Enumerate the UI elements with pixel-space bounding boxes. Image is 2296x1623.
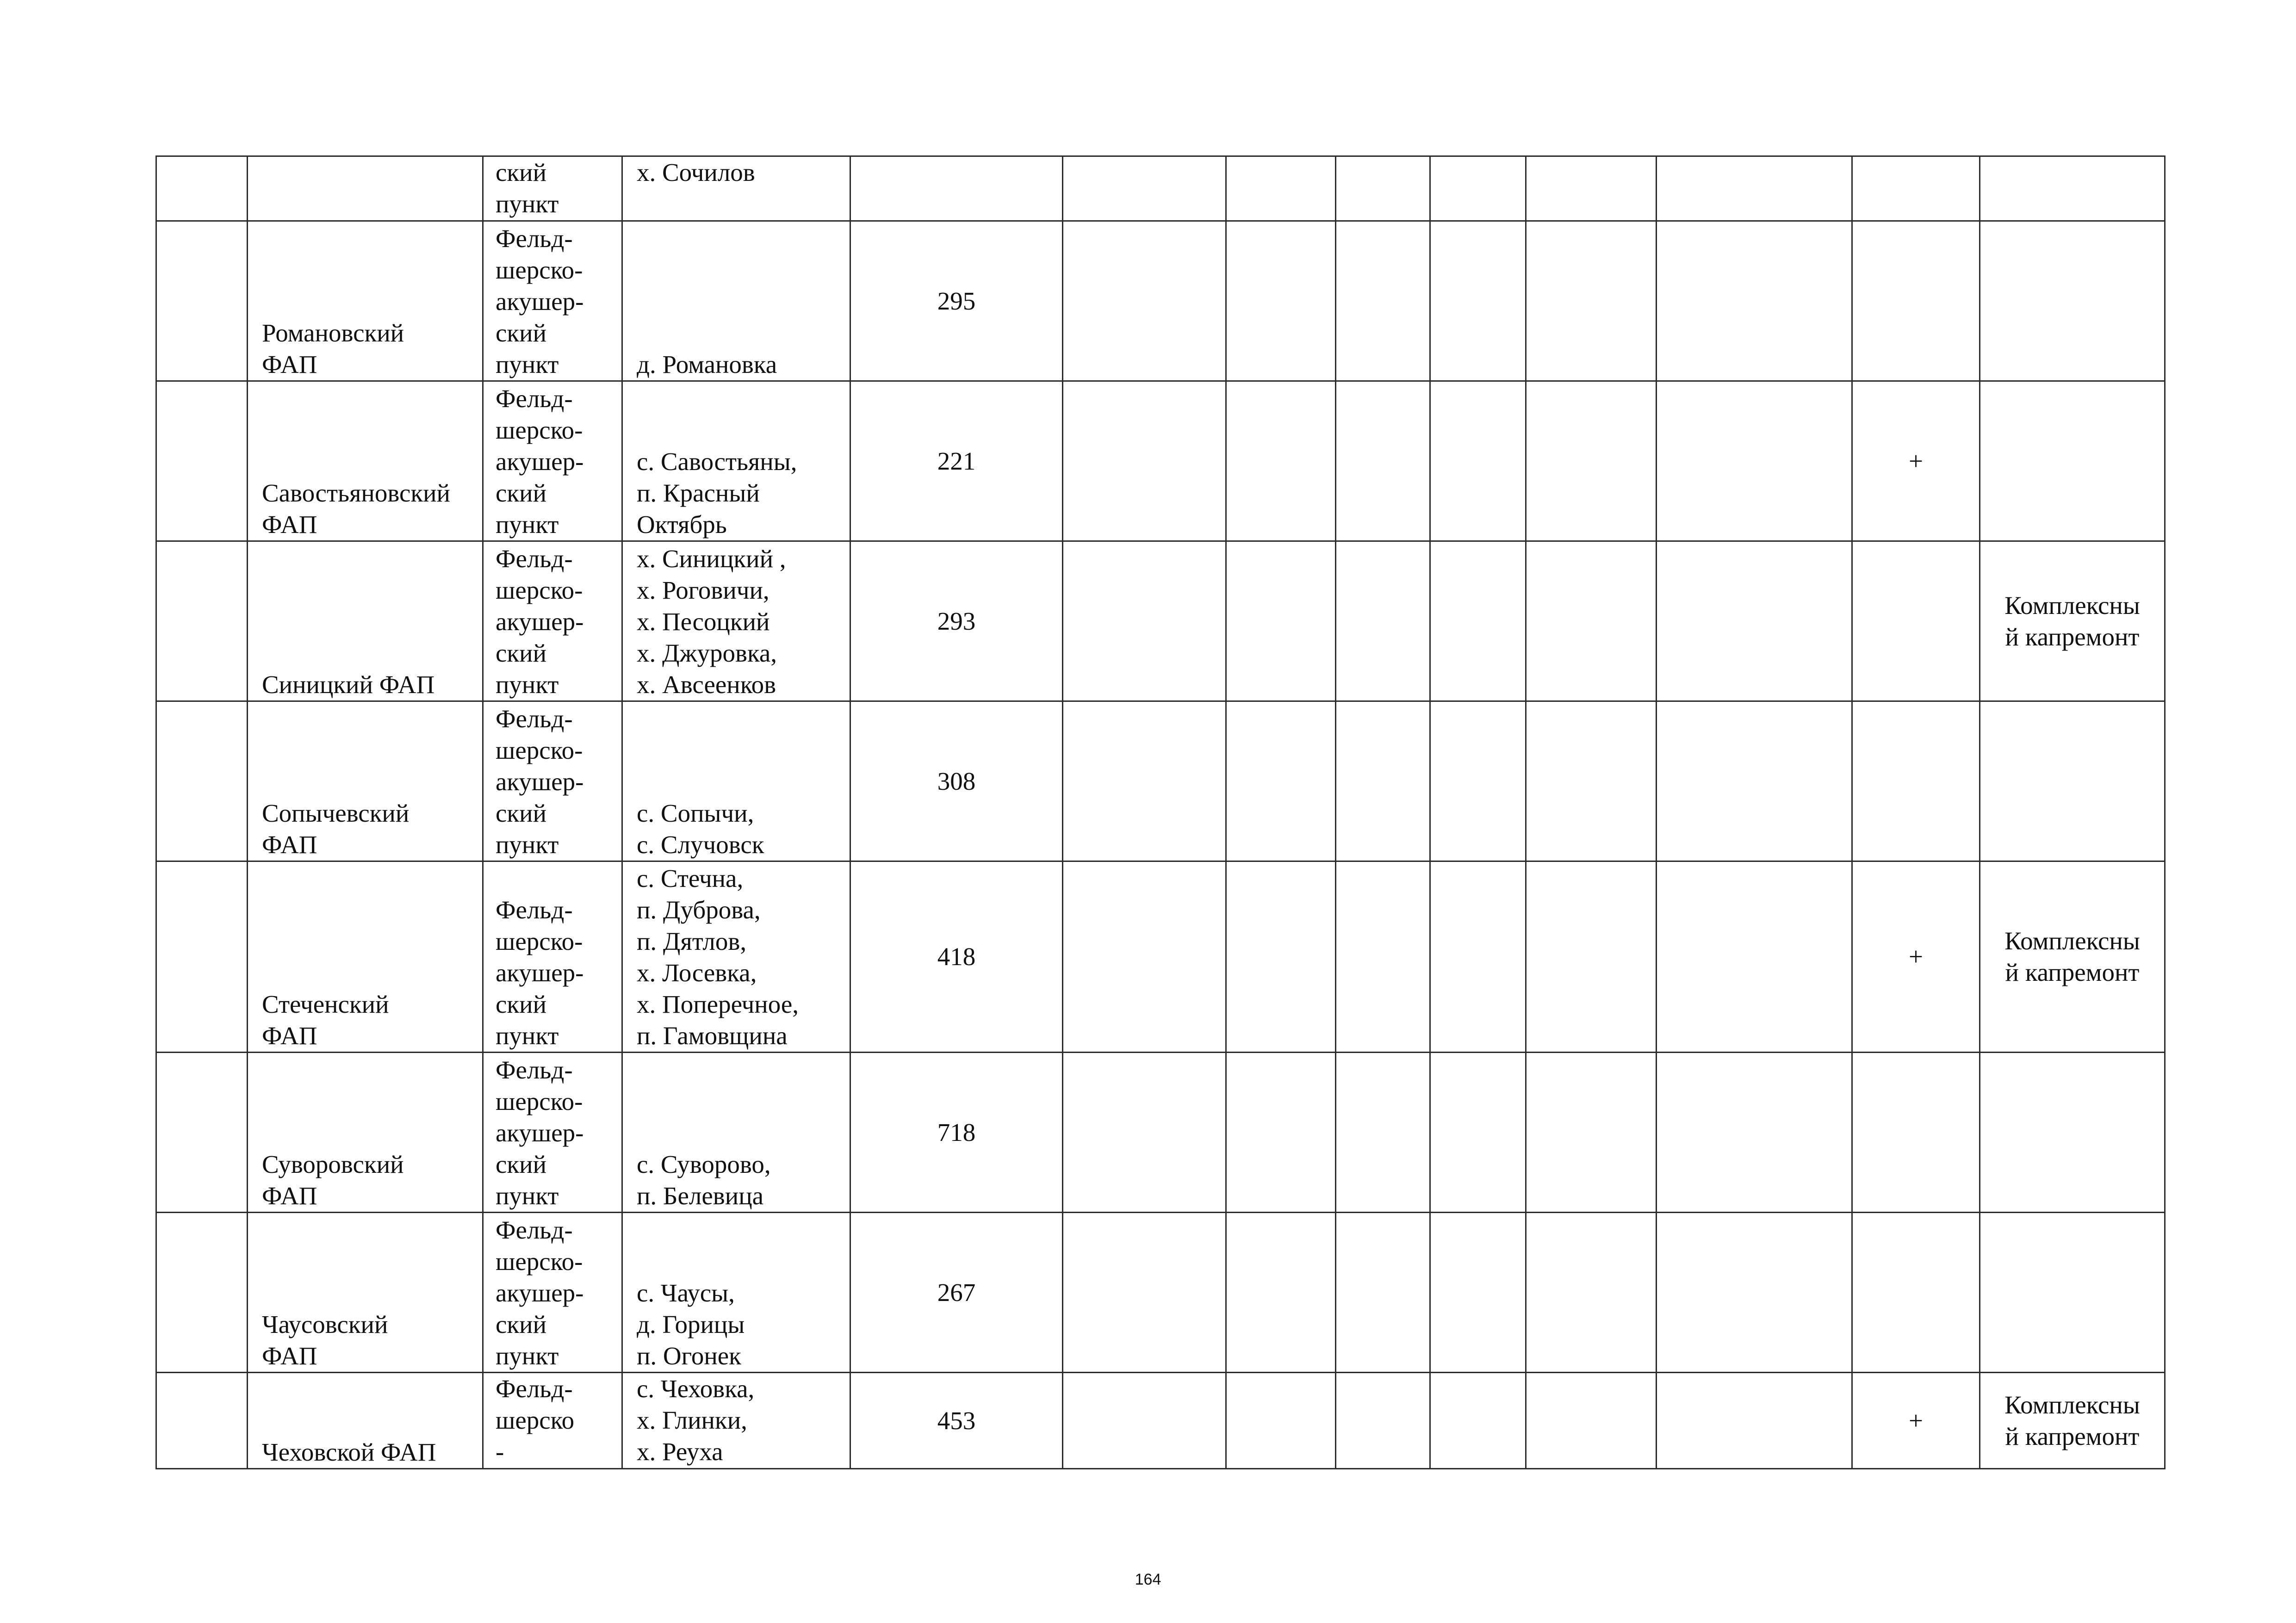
- repair-note-cell: [1980, 861, 2165, 1053]
- settlements-cell-line: п. Дятлов,: [637, 927, 747, 955]
- plus-mark-cell: [1852, 1213, 1980, 1373]
- population-cell: [850, 1373, 1063, 1469]
- settlements-cell: [622, 1053, 850, 1213]
- plus-mark-cell-value: +: [1908, 1406, 1924, 1435]
- settlements-cell-line: д. Романовка: [637, 350, 777, 378]
- facility-type-cell-line: акушер-: [496, 447, 584, 476]
- repair-note-cell: [1980, 156, 2165, 221]
- facility-type-cell: [483, 221, 622, 381]
- empty-cell: [1336, 861, 1430, 1053]
- facility-type-cell-line: пункт: [496, 1022, 559, 1050]
- facility-name-cell: [248, 221, 483, 381]
- facility-type-cell: [483, 541, 622, 701]
- settlements-cell-line: с. Стечна,: [637, 864, 744, 892]
- facility-name-cell: [248, 701, 483, 861]
- facility-type-cell-line: ский: [496, 1310, 546, 1338]
- facility-name-cell: [248, 1373, 483, 1469]
- settlements-cell-line: п. Дуброва,: [637, 896, 761, 924]
- facility-type-cell-line: акушер-: [496, 1119, 584, 1147]
- facility-type-cell-line: ский: [496, 158, 546, 186]
- empty-cell: [1226, 1373, 1336, 1469]
- empty-cell: [1526, 1053, 1657, 1213]
- population-cell-value: 418: [937, 942, 976, 971]
- settlements-cell-line: с. Чеховка,: [637, 1375, 755, 1403]
- facility-type-cell-line: пункт: [496, 350, 559, 378]
- facility-type-cell-line: Фельд-: [496, 1375, 573, 1403]
- empty-cell: [1063, 156, 1226, 221]
- empty-cell: [1657, 861, 1852, 1053]
- settlements-cell: [622, 861, 850, 1053]
- empty-cell: [1063, 1373, 1226, 1469]
- plus-mark-cell: [1852, 221, 1980, 381]
- facility-name-cell-line: ФАП: [262, 510, 317, 539]
- facility-type-cell-line: шерско-: [496, 1087, 583, 1115]
- facility-name-cell-line: Стеченский: [262, 990, 389, 1018]
- facility-name-cell: [248, 381, 483, 541]
- facility-name-cell-line: ФАП: [262, 1022, 317, 1050]
- empty-cell: [1063, 701, 1226, 861]
- empty-cell: [1226, 541, 1336, 701]
- settlements-cell: [622, 541, 850, 701]
- table-body: [156, 156, 2165, 1469]
- settlements-cell: [622, 156, 850, 221]
- population-cell-value: 221: [937, 446, 976, 475]
- facility-type-cell-line: ский: [496, 990, 546, 1018]
- repair-note-cell: [1980, 541, 2165, 701]
- population-cell-value: 293: [937, 607, 976, 635]
- empty-cell: [1526, 156, 1657, 221]
- plus-mark-cell: [1852, 1053, 1980, 1213]
- empty-cell: [1657, 381, 1852, 541]
- repair-note-cell: [1980, 1053, 2165, 1213]
- table-row: [156, 221, 2165, 381]
- facility-name-cell-line: Чеховской ФАП: [262, 1438, 436, 1466]
- facility-type-cell-line: шерско-: [496, 576, 583, 604]
- empty-cell: [1526, 701, 1657, 861]
- empty-cell: [1063, 541, 1226, 701]
- facility-name-cell-line: ФАП: [262, 1182, 317, 1210]
- plus-mark-cell: [1852, 701, 1980, 861]
- empty-cell: [1430, 156, 1526, 221]
- population-cell: [850, 221, 1063, 381]
- empty-cell: [1226, 381, 1336, 541]
- table-row: [156, 1213, 2165, 1373]
- settlements-cell-line: Октябрь: [637, 510, 727, 539]
- facility-name-cell-line: Сопычевский: [262, 799, 410, 827]
- population-cell: [850, 381, 1063, 541]
- settlements-cell-line: х. Глинки,: [637, 1406, 747, 1434]
- settlements-cell-line: с. Случовск: [637, 830, 764, 859]
- row-index-cell: [156, 156, 248, 221]
- facility-type-cell-line: Фельд-: [496, 1216, 573, 1244]
- empty-cell: [1430, 1373, 1526, 1469]
- population-cell: [850, 1213, 1063, 1373]
- empty-cell: [1336, 381, 1430, 541]
- settlements-cell-line: х. Реуха: [637, 1437, 723, 1466]
- empty-cell: [1063, 861, 1226, 1053]
- settlements-cell-line: с. Сопычи,: [637, 799, 754, 827]
- repair-note-cell-line: Комплексны: [2004, 591, 2140, 619]
- table-row: [156, 156, 2165, 221]
- settlements-cell-line: х. Сочилов: [637, 158, 755, 186]
- facility-type-cell-line: Фельд-: [496, 705, 573, 733]
- repair-note-cell-line: й капремонт: [2005, 1422, 2140, 1450]
- facility-type-cell: [483, 1213, 622, 1373]
- empty-cell: [1336, 221, 1430, 381]
- plus-mark-cell: [1852, 1373, 1980, 1469]
- empty-cell: [1336, 541, 1430, 701]
- repair-note-cell: [1980, 1373, 2165, 1469]
- empty-cell: [1526, 1213, 1657, 1373]
- empty-cell: [1430, 701, 1526, 861]
- empty-cell: [1526, 381, 1657, 541]
- facility-type-cell: [483, 1053, 622, 1213]
- facility-name-cell-line: ФАП: [262, 1342, 317, 1370]
- empty-cell: [1430, 541, 1526, 701]
- plus-mark-cell: [1852, 861, 1980, 1053]
- facility-type-cell-line: пункт: [496, 510, 559, 539]
- settlements-cell-line: х. Песоцкий: [637, 607, 770, 636]
- table-row: [156, 1053, 2165, 1213]
- table-row: [156, 541, 2165, 701]
- settlements-cell-line: х. Авсеенков: [637, 670, 776, 699]
- empty-cell: [1063, 221, 1226, 381]
- row-index-cell: [156, 221, 248, 381]
- empty-cell: [1063, 381, 1226, 541]
- repair-note-cell-line: й капремонт: [2005, 958, 2140, 986]
- plus-mark-cell: [1852, 381, 1980, 541]
- fap-table: [155, 155, 2166, 1469]
- empty-cell: [1430, 1053, 1526, 1213]
- facility-type-cell-line: Фельд-: [496, 545, 573, 573]
- row-index-cell: [156, 861, 248, 1053]
- row-index-cell: [156, 701, 248, 861]
- facility-type-cell: [483, 701, 622, 861]
- population-cell: [850, 701, 1063, 861]
- repair-note-cell-line: Комплексны: [2004, 927, 2140, 955]
- facility-type-cell-line: пункт: [496, 1342, 559, 1370]
- settlements-cell: [622, 1213, 850, 1373]
- table-row: [156, 381, 2165, 541]
- table-row: [156, 861, 2165, 1053]
- facility-type-cell-line: ский: [496, 799, 546, 827]
- empty-cell: [1526, 541, 1657, 701]
- facility-name-cell: [248, 1053, 483, 1213]
- row-index-cell: [156, 1373, 248, 1469]
- plus-mark-cell: [1852, 156, 1980, 221]
- facility-name-cell-line: Суворовский: [262, 1150, 404, 1178]
- settlements-cell: [622, 221, 850, 381]
- empty-cell: [1226, 701, 1336, 861]
- settlements-cell: [622, 701, 850, 861]
- empty-cell: [1657, 1213, 1852, 1373]
- facility-type-cell-line: пункт: [496, 190, 559, 218]
- facility-name-cell: [248, 1213, 483, 1373]
- settlements-cell: [622, 1373, 850, 1469]
- row-index-cell: [156, 1053, 248, 1213]
- repair-note-cell: [1980, 701, 2165, 861]
- empty-cell: [1657, 1053, 1852, 1213]
- facility-name-cell: [248, 156, 483, 221]
- facility-type-cell-line: акушер-: [496, 287, 584, 316]
- population-cell: [850, 861, 1063, 1053]
- empty-cell: [1657, 156, 1852, 221]
- plus-mark-cell-value: +: [1908, 446, 1924, 475]
- facility-name-cell: [248, 541, 483, 701]
- empty-cell: [1336, 1373, 1430, 1469]
- empty-cell: [1336, 1213, 1430, 1373]
- facility-type-cell-line: пункт: [496, 1182, 559, 1210]
- settlements-cell-line: х. Поперечное,: [637, 990, 799, 1018]
- facility-type-cell-line: Фельд-: [496, 384, 573, 413]
- empty-cell: [1226, 1213, 1336, 1373]
- repair-note-cell: [1980, 221, 2165, 381]
- repair-note-cell: [1980, 1213, 2165, 1373]
- facility-type-cell-line: акушер-: [496, 1279, 584, 1307]
- settlements-cell-line: х. Лосевка,: [637, 959, 757, 987]
- settlements-cell-line: с. Чаусы,: [637, 1279, 735, 1307]
- empty-cell: [1226, 1053, 1336, 1213]
- facility-type-cell: [483, 861, 622, 1053]
- empty-cell: [1226, 156, 1336, 221]
- facility-name-cell-line: Чаусовский: [262, 1310, 388, 1338]
- facility-type-cell-line: -: [496, 1437, 504, 1466]
- settlements-cell: [622, 381, 850, 541]
- facility-type-cell-line: пункт: [496, 670, 559, 699]
- facility-type-cell-line: ский: [496, 1150, 546, 1178]
- facility-name-cell-line: ФАП: [262, 350, 317, 378]
- empty-cell: [1526, 1373, 1657, 1469]
- plus-mark-cell: [1852, 541, 1980, 701]
- empty-cell: [1430, 381, 1526, 541]
- facility-type-cell-line: акушер-: [496, 768, 584, 796]
- facility-type-cell-line: шерско-: [496, 416, 583, 444]
- empty-cell: [1657, 1373, 1852, 1469]
- empty-cell: [1526, 221, 1657, 381]
- facility-type-cell-line: Фельд-: [496, 1056, 573, 1084]
- facility-name-cell-line: Романовский: [262, 319, 404, 347]
- population-cell-value: 267: [937, 1278, 976, 1307]
- facility-type-cell-line: акушер-: [496, 607, 584, 636]
- settlements-cell-line: х. Синицкий ,: [637, 545, 786, 573]
- facility-name-cell-line: Савостьяновский: [262, 479, 450, 507]
- empty-cell: [1430, 221, 1526, 381]
- repair-note-cell-line: Комплексны: [2004, 1390, 2140, 1419]
- empty-cell: [1430, 861, 1526, 1053]
- settlements-cell-line: х. Джуровка,: [637, 639, 777, 667]
- table-row: [156, 1373, 2165, 1469]
- settlements-cell-line: с. Суворово,: [637, 1150, 771, 1178]
- settlements-cell-line: п. Белевица: [637, 1182, 764, 1210]
- facility-type-cell: [483, 1373, 622, 1469]
- row-index-cell: [156, 541, 248, 701]
- repair-note-cell-line: й капремонт: [2005, 622, 2140, 651]
- settlements-cell-line: п. Красный: [637, 479, 760, 507]
- facility-type-cell-line: акушер-: [496, 959, 584, 987]
- empty-cell: [1063, 1053, 1226, 1213]
- facility-type-cell-line: шерско: [496, 1406, 575, 1434]
- facility-name-cell-line: ФАП: [262, 830, 317, 859]
- facility-type-cell-line: ский: [496, 639, 546, 667]
- empty-cell: [1336, 1053, 1430, 1213]
- repair-note-cell: [1980, 381, 2165, 541]
- population-cell-value: 295: [937, 286, 976, 315]
- facility-type-cell-line: ский: [496, 479, 546, 507]
- facility-type-cell-line: Фельд-: [496, 896, 573, 924]
- empty-cell: [1657, 701, 1852, 861]
- population-cell-value: 453: [937, 1406, 976, 1435]
- row-index-cell: [156, 1213, 248, 1373]
- facility-type-cell-line: Фельд-: [496, 224, 573, 253]
- table-row: [156, 701, 2165, 861]
- facility-type-cell-line: шерско-: [496, 256, 583, 284]
- empty-cell: [1657, 541, 1852, 701]
- population-cell-value: 308: [937, 767, 976, 795]
- facility-type-cell-line: пункт: [496, 830, 559, 859]
- empty-cell: [1226, 861, 1336, 1053]
- settlements-cell-line: д. Горицы: [637, 1310, 745, 1338]
- facility-type-cell-line: шерско-: [496, 1247, 583, 1276]
- plus-mark-cell-value: +: [1908, 942, 1924, 971]
- settlements-cell-line: п. Гамовщина: [637, 1022, 788, 1050]
- facility-type-cell-line: шерско-: [496, 927, 583, 955]
- population-cell: [850, 541, 1063, 701]
- empty-cell: [1063, 1213, 1226, 1373]
- empty-cell: [1430, 1213, 1526, 1373]
- facility-name-cell-line: Синицкий ФАП: [262, 670, 435, 699]
- facility-name-cell: [248, 861, 483, 1053]
- facility-type-cell-line: шерско-: [496, 736, 583, 764]
- population-cell: [850, 1053, 1063, 1213]
- facility-type-cell: [483, 381, 622, 541]
- empty-cell: [1336, 701, 1430, 861]
- row-index-cell: [156, 381, 248, 541]
- settlements-cell-line: с. Савостьяны,: [637, 447, 797, 476]
- population-cell-value: 718: [937, 1118, 976, 1146]
- facility-type-cell: [483, 156, 622, 221]
- settlements-cell-line: п. Огонек: [637, 1342, 741, 1370]
- empty-cell: [1526, 861, 1657, 1053]
- empty-cell: [1226, 221, 1336, 381]
- settlements-cell-line: х. Роговичи,: [637, 576, 769, 604]
- empty-cell: [1336, 156, 1430, 221]
- page-number: 164: [1135, 1571, 1161, 1588]
- empty-cell: [1657, 221, 1852, 381]
- population-cell: [850, 156, 1063, 221]
- facility-type-cell-line: ский: [496, 319, 546, 347]
